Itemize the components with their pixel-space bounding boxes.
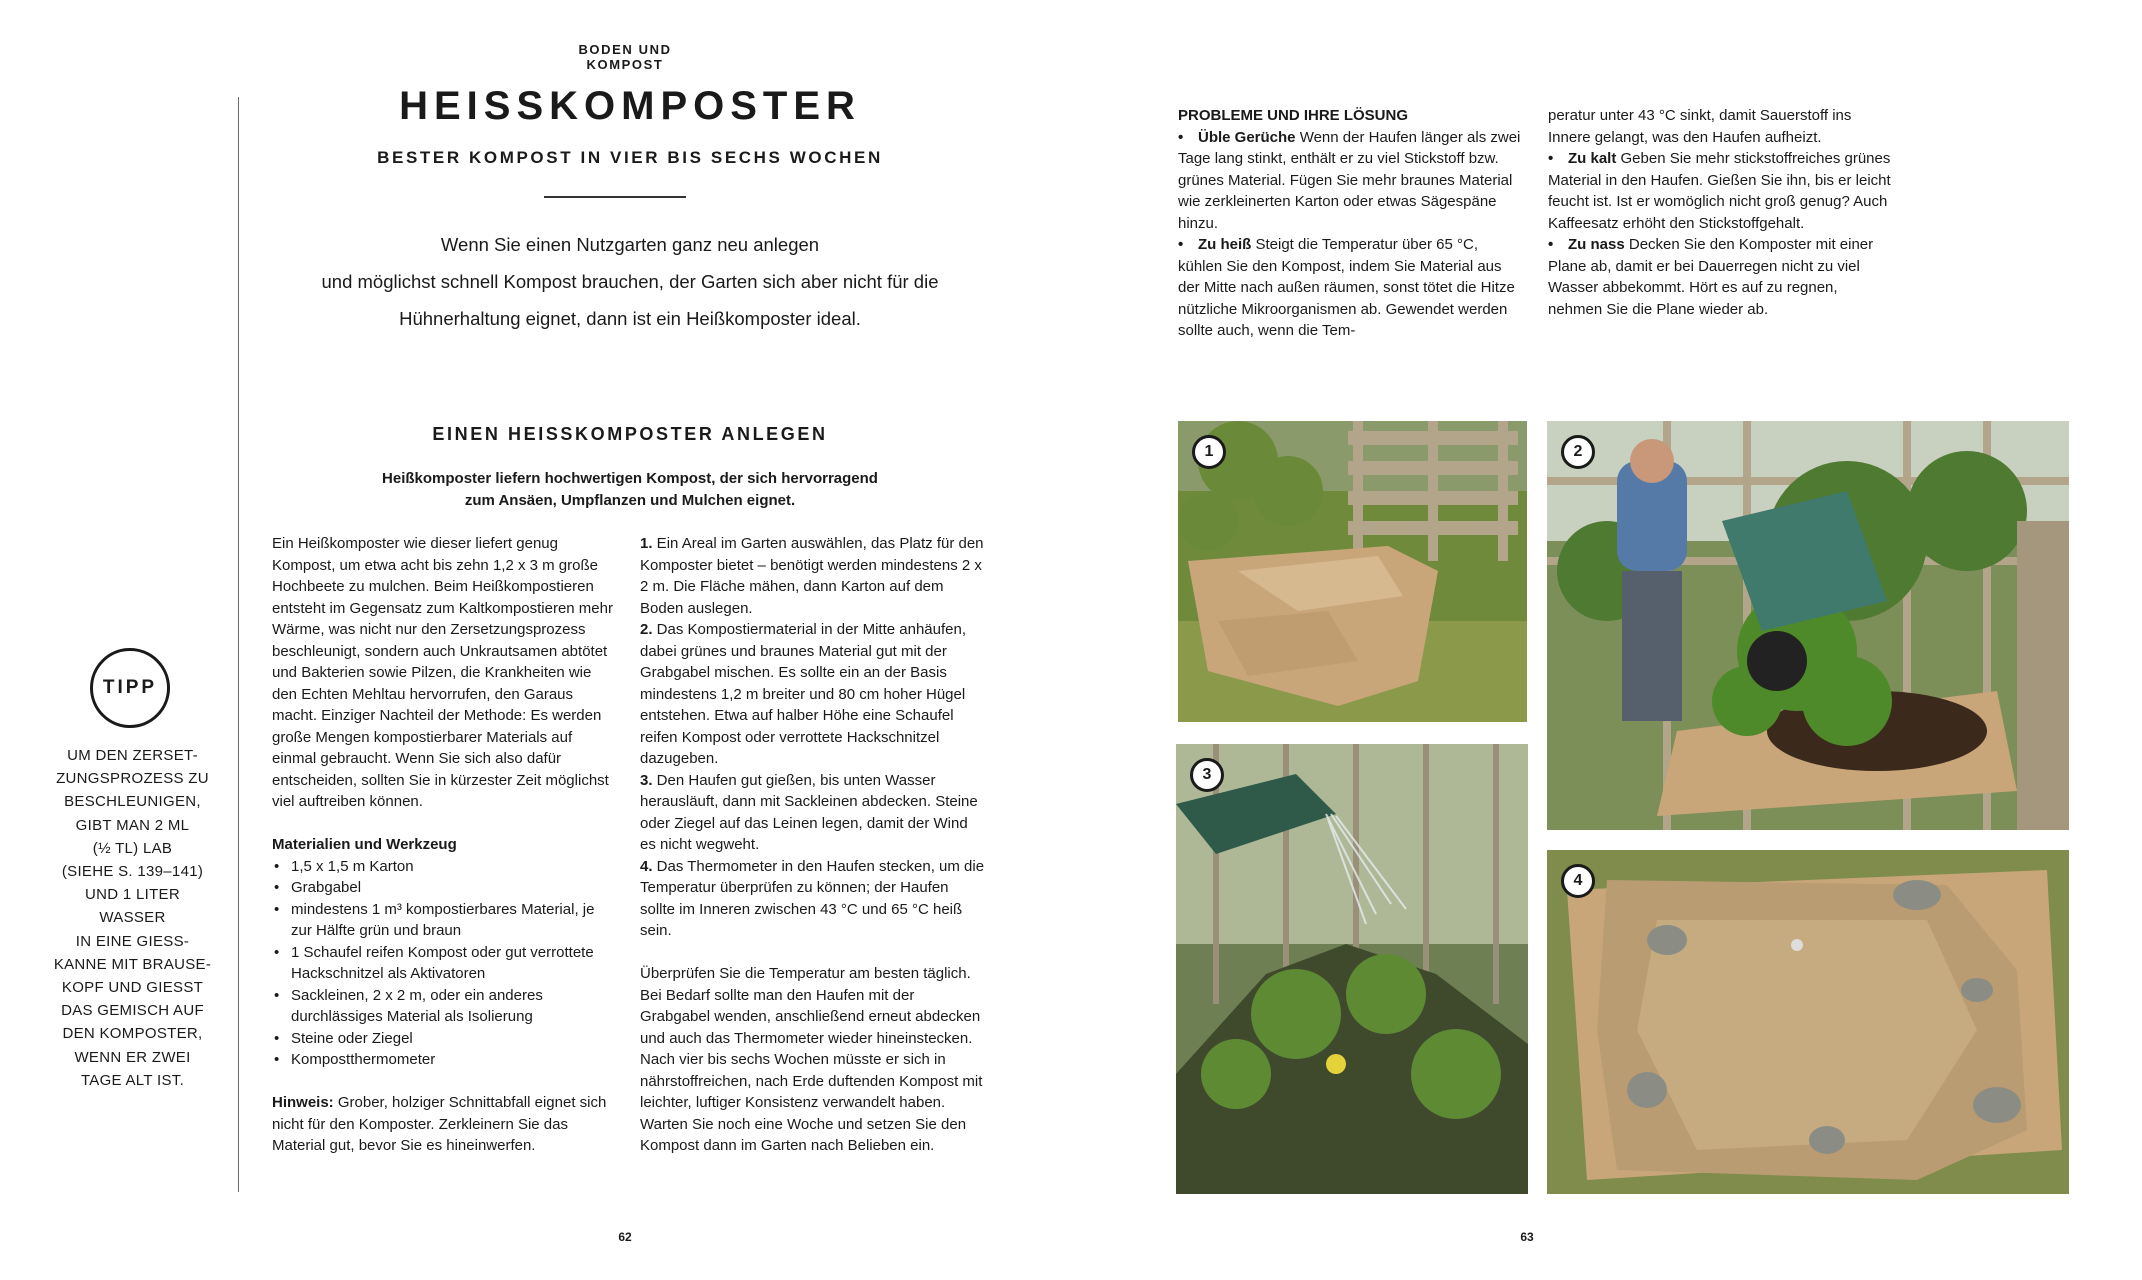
tipp-line: GIBT MAN 2 ML <box>75 816 190 834</box>
hint-paragraph <box>272 1092 617 1157</box>
list-item: • 1,5 x 1,5 m Karton <box>272 856 617 878</box>
problem-item: • Zu nass Decken Sie den Komposter mit einer Plane ab, damit er bei Dauerregen nicht zu viel Wasser abbekommt. Hört es auf zu regnen, nehmen Sie die Plane wieder ab. <box>1548 236 1874 318</box>
tipp-badge <box>90 648 170 728</box>
tipp-line: DAS GEMISCH AUF <box>61 1002 204 1020</box>
problem-item: • Zu heiß Steigt die Temperatur über 65 °C, kühlen Sie den Kompost, indem Sie Material aus der Mitte nach außen räumen, sonst tötet die Hitze nützliche Mikroorganismen ab. Gewendet werden sollte auch, wenn die Tem- <box>1178 236 1515 339</box>
check-paragraph: Überprüfen Sie die Temperatur am besten täglich. Bei Bedarf sollte man den Haufen mit der Grabgabel wenden, anschließend erneut abdecken und auch das Thermometer wieder hineinstecken. Nach vier bis sechs Wochen müsste er sich in nährstoffreichen, nach Erde duftenden Kompost mit leichter, luftiger Konsistenz verwandelt haben. Warten Sie noch eine Woche und setzen Sie den Kompost dann im Garten nach Belieben ein. <box>640 965 983 1154</box>
tipp-line: BESCHLEUNIGEN, <box>64 793 201 811</box>
problem-label: Zu heiß <box>1198 236 1252 253</box>
tipp-label: TIPP <box>102 677 158 698</box>
steps-list <box>640 533 985 942</box>
step-text: Das Thermometer in den Haufen stecken, um die Temperatur überprüfen zu können; der Haufen sollte im Inneren zwischen 43 °C und 65 °C heiß sein. <box>640 857 985 939</box>
hint-text: Grober, holziger Schnittabfall eignet sich nicht für den Komposter. Zerkleinern Sie das Material gut, bevor Sie es hineinwerfen. <box>272 1094 607 1154</box>
problem-label: Zu nass <box>1568 236 1625 253</box>
page-subtitle: BESTER KOMPOST IN VIER BIS SECHS WOCHEN <box>377 148 883 167</box>
running-head: BODEN UND KOMPOST <box>578 42 672 72</box>
problem-text: Geben Sie mehr stickstoffreiches grünes Material in den Haufen. Gießen Sie ihn, bis er leicht feucht ist. Ist er womöglich nicht groß genug? Auch Kaffeesatz erhöht den Stickstoffgehalt. <box>1548 150 1891 232</box>
list-item: • Kompostthermometer <box>272 1049 617 1071</box>
problem-continuation: peratur unter 43 °C sinkt, damit Sauerstoff ins Innere gelangt, was den Haufen aufheizt. <box>1548 107 1852 146</box>
step-number: 2. <box>640 621 653 638</box>
step-item <box>640 770 985 856</box>
tipp-line: DEN KOMPOSTER, <box>62 1025 203 1043</box>
problems-heading: PROBLEME UND IHRE LÖSUNG <box>1178 107 1409 124</box>
list-item: • Grabgabel <box>272 877 617 899</box>
page-number: 62 <box>618 1230 632 1244</box>
problem-text: Steigt die Temperatur über 65 °C, kühlen Sie den Kompost, indem Sie Material aus der Mitte nach außen räumen, sonst tötet die Hitze nützliche Mikroorganismen ab. Gewendet werden sollte auch, wenn die Tem- <box>1178 236 1515 339</box>
problem-label: Zu kalt <box>1568 150 1617 167</box>
problems-column-1 <box>1178 105 1523 342</box>
intro-line: Wenn Sie einen Nutzgarten ganz neu anlegen <box>440 234 820 255</box>
page-number: 63 <box>1520 1230 1534 1244</box>
problem-item: • Üble Gerüche Wenn der Haufen länger als zwei Tage lang stinkt, enthält er zu viel Stickstoff bzw. grünes Material. Fügen Sie mehr braunes Material wie zerkleinerten Karton oder etwas Sägespäne hinzu. <box>1178 128 1521 232</box>
step-number: 1. <box>640 535 653 552</box>
body-column-1 <box>272 533 617 1157</box>
tipp-line: KOPF UND GIESST <box>61 979 204 997</box>
materials-list <box>272 856 617 1071</box>
photo-wheelbarrow <box>1547 421 2069 830</box>
problems-column-2 <box>1548 105 1893 320</box>
list-item: • 1 Schaufel reifen Kompost oder gut verrottete Hackschnitzel als Aktivatoren <box>272 942 617 985</box>
photo-number-badge: 3 <box>1190 758 1224 792</box>
problem-text: Wenn der Haufen länger als zwei Tage lang stinkt, enthält er zu viel Stickstoff bzw. grünes Material. Fügen Sie mehr braunes Material wie zerkleinerten Karton oder etwas Sägespäne hinzu. <box>1178 128 1521 232</box>
list-item: • mindestens 1 m³ kompostierbares Material, je zur Hälfte grün und braun <box>272 899 617 942</box>
tipp-line: TAGE ALT IST. <box>80 1071 185 1089</box>
tipp-line: KANNE MIT BRAUSE- <box>53 955 212 973</box>
page-title: HEISSKOMPOSTER <box>399 84 861 128</box>
problem-text: Decken Sie den Komposter mit einer Plane ab, damit er bei Dauerregen nicht zu viel Wasser abbekommt. Hört es auf zu regnen, nehmen Sie die Plane wieder ab. <box>1548 236 1874 318</box>
tipp-line: IN EINE GIESS- <box>75 932 190 950</box>
step-number: 4. <box>640 857 653 875</box>
step-number: 3. <box>640 771 653 789</box>
intro-line: und möglichst schnell Kompost brauchen, der Garten sich aber nicht für die <box>321 271 939 292</box>
section-lead: Heißkomposter liefern hochwertigen Kompost, der sich hervorragend zum Ansäen, Umpflanzen und Mulchen eignet. <box>382 470 878 509</box>
photo-number-badge: 4 <box>1561 864 1595 898</box>
step-text: Ein Areal im Garten auswählen, das Platz für den Komposter bietet – benötigt werden mindestens 2 x 2 m. Die Fläche mähen, dann Karton auf dem Boden auslegen. <box>640 535 984 617</box>
tipp-line: WENN ER ZWEI <box>74 1048 191 1066</box>
photo-burlap-covered <box>1547 850 2069 1194</box>
step-item <box>640 533 985 619</box>
problem-item: • Zu kalt Geben Sie mehr stickstoffreiches grünes Material in den Haufen. Gießen Sie ihn, bis er leicht feucht ist. Ist er womöglich nicht groß genug? Auch Kaffeesatz erhöht den Stickstoffgehalt. <box>1548 150 1891 232</box>
body-paragraph: Ein Heißkomposter wie dieser liefert genug Kompost, um etwa acht bis zehn 1,2 x 3 m große Hochbeete zu mulchen. Beim Heißkompostieren entsteht im Gegensatz zum Kaltkompostieren mehr Wärme, was nicht nur den Zersetzungsprozess beschleunigt, sondern auch Unkrautsamen abtötet und Bakterien sowie Pilzen, die Krankheiten wie den Echten Mehltau hervorrufen, den Garaus macht. Einziger Nachteil der Methode: Es werden große Mengen kompostierbarer Materials auf einmal gebraucht. Wenn Sie sich also dafür entscheiden, sollten Sie in kürzester Zeit möglichst viel auftreiben können. <box>272 535 613 810</box>
photo-cardboard-laid <box>1178 421 1527 722</box>
tipp-text <box>50 744 215 1092</box>
tipp-line: UND 1 LITER WASSER <box>85 886 180 927</box>
section-heading: EINEN HEISSKOMPOSTER ANLEGEN <box>432 424 828 444</box>
tipp-line: ZUNGSPROZESS ZU <box>56 770 209 788</box>
intro-line: Hühnerhaltung eignet, dann ist ein Heißkomposter ideal. <box>399 308 861 329</box>
tipp-line: (SIEHE S. 139–141) <box>61 863 204 881</box>
problem-label: Üble Gerüche <box>1198 128 1296 146</box>
body-column-2 <box>640 533 985 1157</box>
step-text: Den Haufen gut gießen, bis unten Wasser herausläuft, dann mit Sackleinen abdecken. Steine oder Ziegel auf das Leinen legen, damit der Wind es nicht wegweht. <box>640 771 978 853</box>
photo-watering-pile <box>1176 744 1528 1194</box>
tipp-line: UM DEN ZERSET- <box>67 747 198 764</box>
tipp-line: (½ TL) LAB <box>92 839 173 857</box>
intro-text <box>280 226 980 337</box>
list-item: • Sackleinen, 2 x 2 m, oder ein anderes durchlässiges Material als Isolierung <box>272 985 617 1028</box>
step-text: Das Kompostiermaterial in der Mitte anhäufen, dabei grünes und braunes Material gut mit der Grabgabel mischen. Es sollte ein an der Basis mindestens 1,2 m breiter und 80 cm hoher Hügel entstehen. Etwa auf halber Höhe eine Schaufel reifen Kompost oder verrottete Hackschnitzel dazugeben. <box>640 621 966 767</box>
hint-label: Hinweis: <box>272 1094 334 1111</box>
photo-number-badge: 1 <box>1192 435 1226 469</box>
photo-number-badge: 2 <box>1561 435 1595 469</box>
title-divider <box>544 196 686 198</box>
materials-heading: Materialien und Werkzeug <box>272 836 457 853</box>
vertical-rule <box>238 97 239 1192</box>
step-item <box>640 856 985 942</box>
list-item: • Steine oder Ziegel <box>272 1028 617 1050</box>
step-item <box>640 619 985 770</box>
